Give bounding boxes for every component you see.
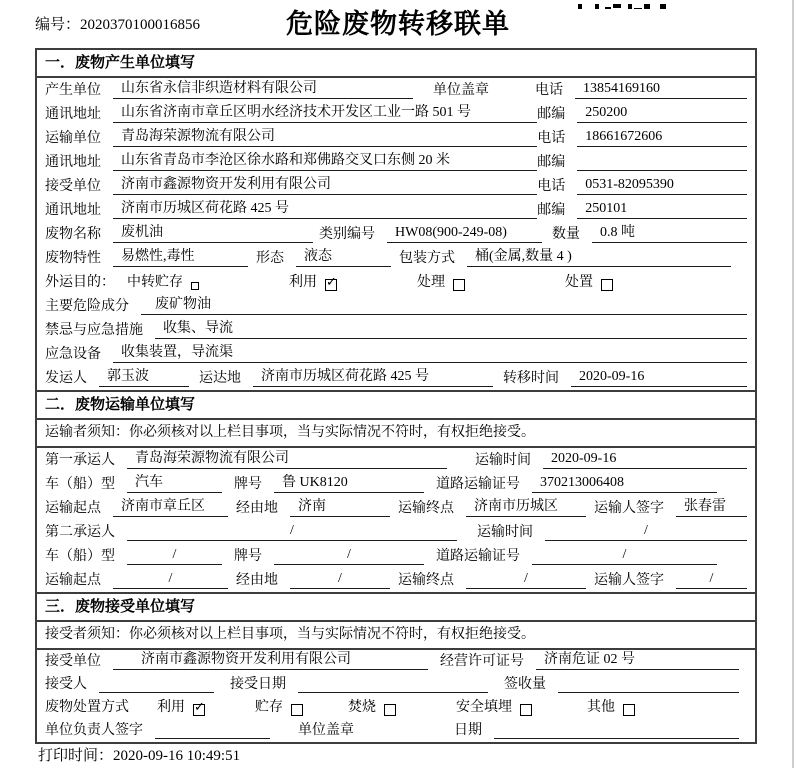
store-checkbox-icon [291, 704, 303, 716]
row-receiver-unit [37, 174, 755, 198]
row-vehicle-1 [37, 472, 755, 496]
field-label: 运输时间 [477, 525, 533, 540]
field-label: 运输时间 [475, 453, 531, 468]
row-first-carrier [37, 448, 755, 472]
option-landfill [456, 700, 532, 716]
option-treat [417, 275, 465, 291]
qr-code-icon [578, 0, 666, 9]
row-waste-property [37, 246, 755, 270]
destination-value: 济南市历城区荷花路 425 号 [253, 369, 493, 387]
row-emergency-equipment [37, 342, 755, 366]
section-3-header: 三．废物接受单位填写 [37, 592, 755, 622]
field-label: 通讯地址 [45, 203, 101, 218]
receiver-address-value: 济南市历城区荷花路 425 号 [113, 201, 537, 219]
row-route-2 [37, 568, 755, 592]
option-label: 安全填埋 [456, 700, 512, 715]
option-dispose [565, 275, 613, 291]
option-label: 利用 [157, 700, 185, 715]
field-label: 日期 [454, 723, 482, 738]
row-transport-unit [37, 126, 755, 150]
unit-seal-label: 单位盖章 [433, 83, 489, 98]
field-label: 接受日期 [230, 677, 286, 692]
print-time-label: 打印时间： [38, 748, 114, 764]
field-label: 经营许可证号 [440, 654, 524, 669]
manifest-table [35, 48, 757, 744]
row-second-carrier [37, 520, 755, 544]
field-label: 运输单位 [45, 131, 101, 146]
via-2-value: / [290, 571, 390, 589]
row-acceptor [37, 673, 755, 696]
option-store [255, 700, 303, 716]
field-label: 第二承运人 [45, 525, 115, 540]
field-label: 运输起点 [45, 501, 101, 516]
field-label: 接受人 [45, 677, 87, 692]
field-label: 电话 [535, 83, 563, 98]
field-label: 道路运输证号 [436, 549, 520, 564]
field-label: 发运人 [45, 371, 87, 386]
field-label: 禁忌与应急措施 [45, 323, 143, 338]
producer-zip-value: 250200 [577, 105, 747, 123]
first-carrier-value: 青岛海荣源物流有限公司 [127, 451, 447, 469]
serial-value: 2020370100016856 [80, 17, 201, 33]
transport-zip-value [577, 169, 747, 171]
transport-phone-value: 18661672606 [577, 129, 747, 147]
origin-2-value: / [113, 571, 228, 589]
receiver-phone-value: 0531-82095390 [577, 177, 747, 195]
carrier-signature-value: 张春雷 [676, 499, 747, 517]
dispose-checkbox-icon [601, 279, 613, 291]
other-checkbox-icon [623, 704, 635, 716]
option-label: 焚烧 [348, 700, 376, 715]
print-time-value: 2020-09-16 10:49:51 [113, 748, 241, 764]
field-label: 运输人签字 [594, 501, 664, 516]
row-vehicle-2 [37, 544, 755, 568]
row-route-1 [37, 496, 755, 520]
second-carrier-value: / [127, 523, 457, 541]
field-label: 运输人签字 [594, 573, 664, 588]
field-label: 废物处置方式 [45, 700, 129, 715]
row-accepting-unit [37, 650, 755, 673]
row-receiver-address [37, 198, 755, 222]
field-label: 包装方式 [399, 251, 455, 266]
packaging-value: 桶(金属,数量 4 ) [467, 249, 731, 267]
row-responsible-signature [37, 719, 755, 742]
row-producer-address [37, 102, 755, 126]
transport-date-value: 2020-09-16 [543, 451, 747, 469]
field-label: 运输终点 [398, 501, 454, 516]
receiver-zip-value: 250101 [577, 201, 747, 219]
option-transit-storage [127, 275, 199, 291]
field-label: 形态 [256, 251, 284, 266]
waste-name-value: 废机油 [113, 225, 313, 243]
option-incinerate [348, 700, 396, 716]
field-label: 邮编 [537, 155, 566, 170]
waste-property-value: 易燃性,毒性 [113, 249, 248, 267]
seal-date-value [494, 737, 739, 739]
field-label: 单位负责人签字 [45, 723, 143, 738]
option-utilize [289, 275, 337, 291]
field-label: 牌号 [234, 549, 262, 564]
acceptor-value [99, 691, 214, 693]
field-label: 运输起点 [45, 573, 101, 588]
field-label: 第一承运人 [45, 453, 115, 468]
road-permit-2-value: / [532, 547, 717, 565]
field-label: 外运目的： [45, 275, 115, 290]
option-other [587, 700, 635, 716]
field-label: 牌号 [234, 477, 262, 492]
producer-unit-value: 山东省永信非织造材料有限公司 [113, 81, 413, 99]
row-emergency-measures [37, 318, 755, 342]
serial-label: 编号： [35, 17, 81, 33]
shipper-value: 郭玉波 [99, 369, 189, 387]
field-label: 产生单位 [45, 83, 101, 98]
field-label: 车（船）型 [45, 549, 115, 564]
emergency-equipment-value: 收集装置，导流渠 [113, 345, 747, 363]
field-label: 道路运输证号 [436, 477, 520, 492]
unit-seal-3-label: 单位盖章 [298, 723, 354, 738]
responsible-signature-value [155, 737, 270, 739]
field-label: 类别编号 [319, 227, 375, 242]
page-edge-divider [792, 0, 794, 768]
receiver-unit-value: 济南市鑫源物资开发利用有限公司 [113, 177, 537, 195]
treat-checkbox-icon [453, 279, 465, 291]
field-label: 接受单位 [45, 179, 101, 194]
row-hazard-component [37, 294, 755, 318]
option-label: 处置 [565, 275, 593, 290]
origin-value: 济南市章丘区 [113, 499, 228, 517]
receiver-notice: 接受者须知：你必须核对以上栏目事项，当与实际情况不符时，有权拒绝接受。 [37, 622, 755, 650]
page-title: 危险废物转移联单 [286, 9, 510, 39]
row-transfer-purpose [37, 270, 755, 294]
producer-phone-value: 13854169160 [575, 81, 747, 99]
transport-date-2-value: / [545, 523, 747, 541]
field-label: 车（船）型 [45, 477, 115, 492]
transfer-date-value: 2020-09-16 [571, 369, 747, 387]
row-shipper [37, 366, 755, 390]
waste-quantity-value: 0.8 吨 [592, 225, 747, 243]
field-label: 转移时间 [503, 371, 559, 386]
landfill-checkbox-icon [520, 704, 532, 716]
field-label: 邮编 [537, 203, 566, 218]
via-value: 济南 [290, 499, 390, 517]
emergency-measures-value: 收集、导流 [155, 321, 747, 339]
producer-address-value: 山东省济南市章丘区明水经济技术开发区工业一路 501 号 [113, 105, 537, 123]
field-label: 接受单位 [45, 654, 101, 669]
waste-form-value: 液态 [296, 249, 391, 267]
waste-code-value: HW08(900-249-08) [387, 225, 542, 243]
option-label: 利用 [289, 275, 317, 290]
field-label: 电话 [537, 131, 566, 146]
field-label: 邮编 [537, 107, 566, 122]
field-label: 通讯地址 [45, 107, 101, 122]
carrier-signature-2-value: / [676, 571, 747, 589]
print-time [38, 744, 240, 765]
field-label: 运达地 [199, 371, 241, 386]
plate-number-value: 鲁 UK8120 [274, 475, 424, 493]
road-permit-value: 370213006408 [532, 475, 717, 493]
field-label: 电话 [537, 179, 566, 194]
row-producer-unit [37, 78, 755, 102]
option-utilize-3 [157, 700, 205, 716]
received-quantity-value [558, 691, 739, 693]
field-label: 主要危险成分 [45, 299, 129, 314]
endpoint-value: 济南市历城区 [466, 499, 586, 517]
utilize-checkbox-icon [325, 279, 337, 291]
option-label: 处理 [417, 275, 445, 290]
field-label: 签收量 [504, 677, 546, 692]
endpoint-2-value: / [466, 571, 586, 589]
accept-date-value [298, 691, 488, 693]
license-number-value: 济南危证 02 号 [536, 652, 739, 670]
incinerate-checkbox-icon [384, 704, 396, 716]
transport-unit-value: 青岛海荣源物流有限公司 [113, 129, 537, 147]
plate-number-2-value: / [274, 547, 424, 565]
row-transport-address [37, 150, 755, 174]
section-2-header: 二．废物运输单位填写 [37, 390, 755, 420]
utilize-3-checkbox-icon [193, 704, 205, 716]
row-waste-name [37, 222, 755, 246]
vehicle-type-value: 汽车 [127, 475, 222, 493]
row-disposal-method [37, 696, 755, 719]
transport-address-value: 山东省青岛市李沧区徐水路和郑佛路交叉口东侧 20 米 [113, 153, 537, 171]
field-label: 数量 [552, 227, 580, 242]
field-label: 经由地 [236, 573, 278, 588]
field-label: 废物特性 [45, 251, 101, 266]
field-label: 通讯地址 [45, 155, 101, 170]
hazard-component-value: 废矿物油 [141, 297, 747, 315]
option-label: 其他 [587, 700, 615, 715]
transporter-notice: 运输者须知：你必须核对以上栏目事项，当与实际情况不符时，有权拒绝接受。 [37, 420, 755, 448]
field-label: 废物名称 [45, 227, 101, 242]
transit-storage-checkbox-icon [191, 282, 199, 290]
field-label: 应急设备 [45, 347, 101, 362]
field-label: 运输终点 [398, 573, 454, 588]
field-label: 经由地 [236, 501, 278, 516]
option-label: 贮存 [255, 700, 283, 715]
vehicle-type-2-value: / [127, 547, 222, 565]
option-label: 中转贮存 [127, 275, 183, 290]
accepting-unit-value: 济南市鑫源物资开发利用有限公司 [113, 652, 428, 670]
section-1-header: 一．废物产生单位填写 [37, 50, 755, 78]
